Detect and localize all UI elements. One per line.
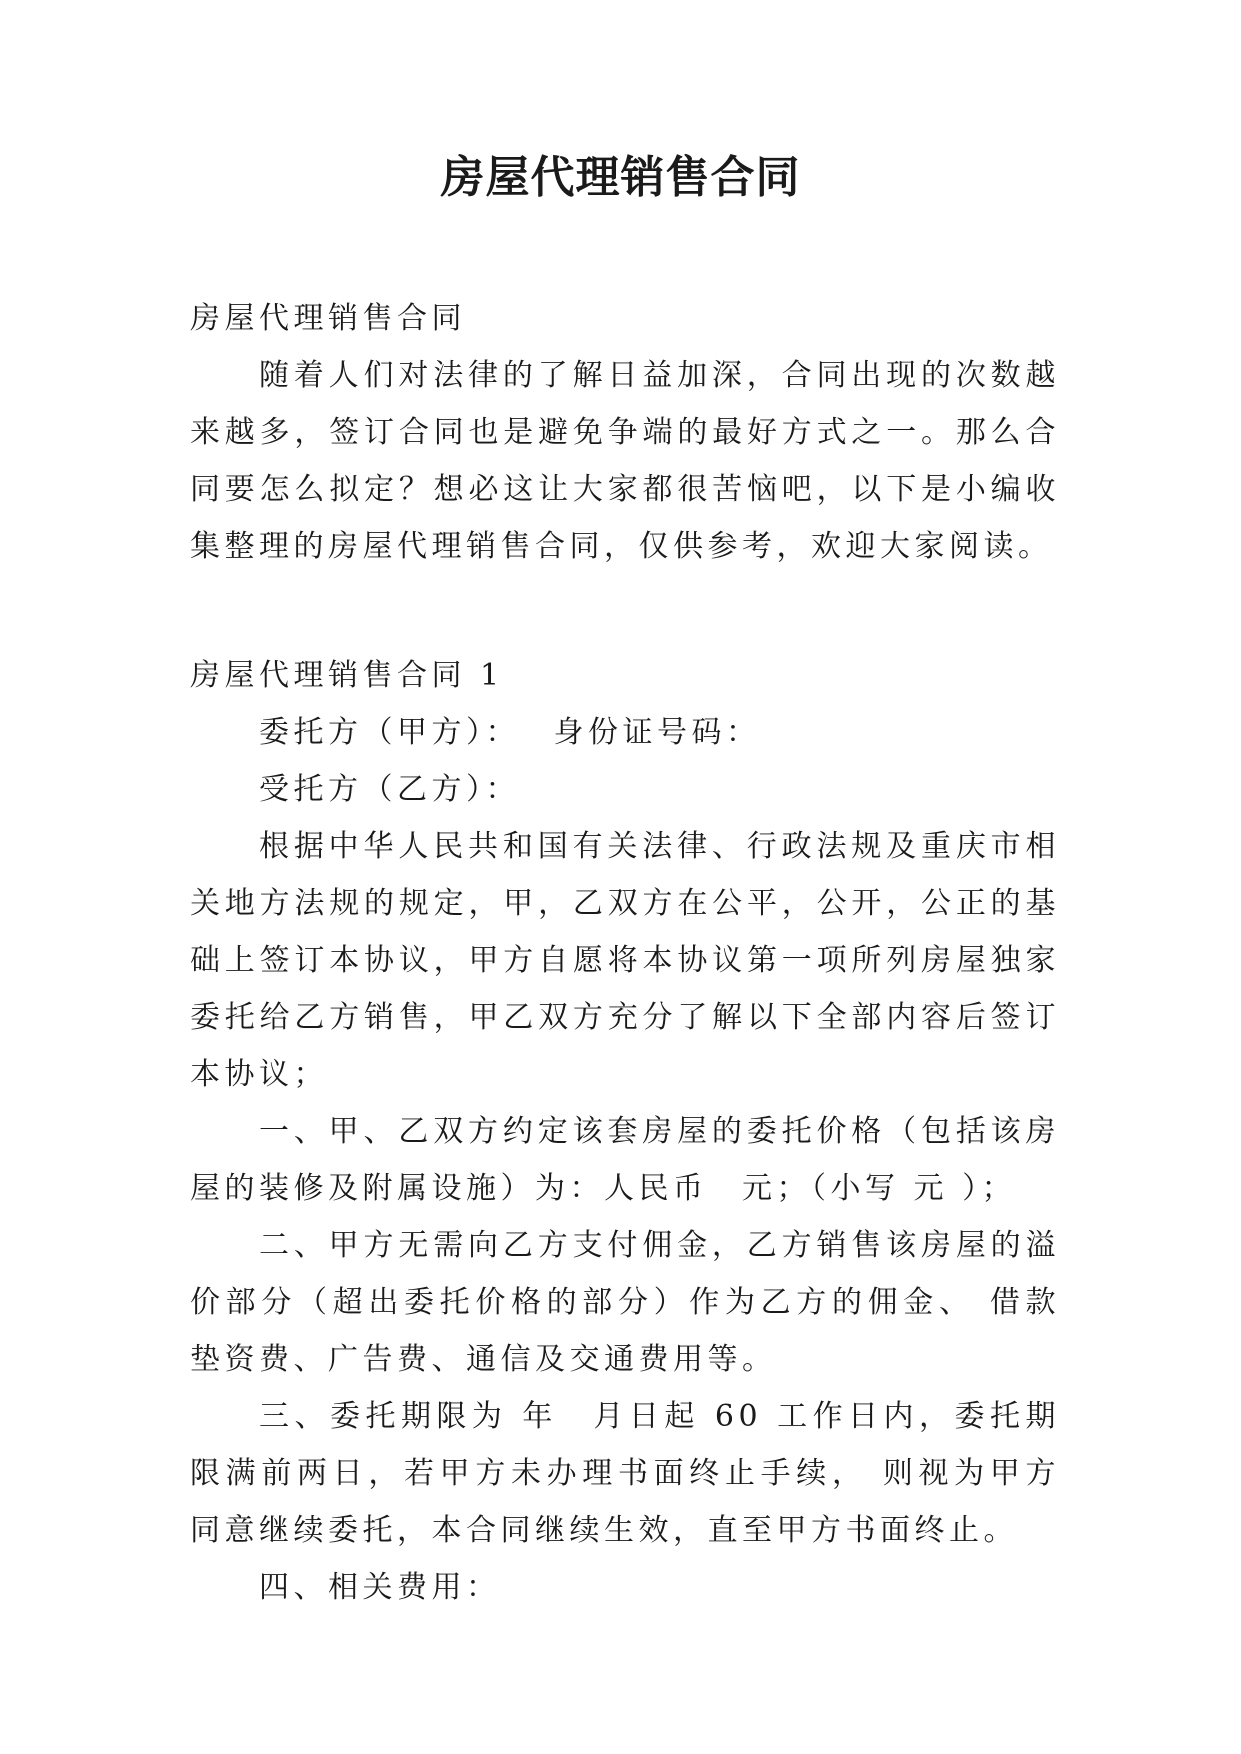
clause-1: 一、甲、乙双方约定该套房屋的委托价格（包括该房屋的装修及附属设施）为：人民币 元；（小写 元 ）； [190, 1114, 1060, 1206]
document-body [190, 290, 1060, 1616]
clause-4: 四、相关费用： [259, 1570, 501, 1605]
preamble-paragraph: 根据中华人民共和国有关法律、行政法规及重庆市相关地方法规的规定，甲，乙双方在公平，公开，公正的基础上签订本协议，甲方自愿将本协议第一项所列房屋独家委托给乙方销售，甲乙双方充分了解以下全部内容后签订本协议； [190, 829, 1060, 1092]
party-b-line: 受托方（乙方）： [259, 772, 520, 807]
clause-2: 二、甲方无需向乙方支付佣金，乙方销售该房屋的溢价部分（超出委托价格的部分）作为乙方的佣金、 借款垫资费、广告费、通信及交通费用等。 [190, 1228, 1060, 1377]
body-heading: 房屋代理销售合同 [190, 301, 466, 336]
intro-paragraph: 随着人们对法律的了解日益加深，合同出现的次数越来越多，签订合同也是避免争端的最好方式之一。那么合同要怎么拟定？想必这让大家都很苦恼吧，以下是小编收集整理的房屋代理销售合同，仅供参考，欢迎大家阅读。 [190, 358, 1060, 564]
party-a-line: 委托方（甲方）： 身份证号码： [259, 715, 761, 750]
clause-3: 三、委托期限为 年 月日起 60 工作日内，委托期限满前两日，若甲方未办理书面终止手续， 则视为甲方同意继续委托，本合同继续生效，直至甲方书面终止。 [190, 1399, 1060, 1548]
section-heading: 房屋代理销售合同 1 [190, 658, 504, 693]
document-title: 房屋代理销售合同 [440, 152, 801, 203]
